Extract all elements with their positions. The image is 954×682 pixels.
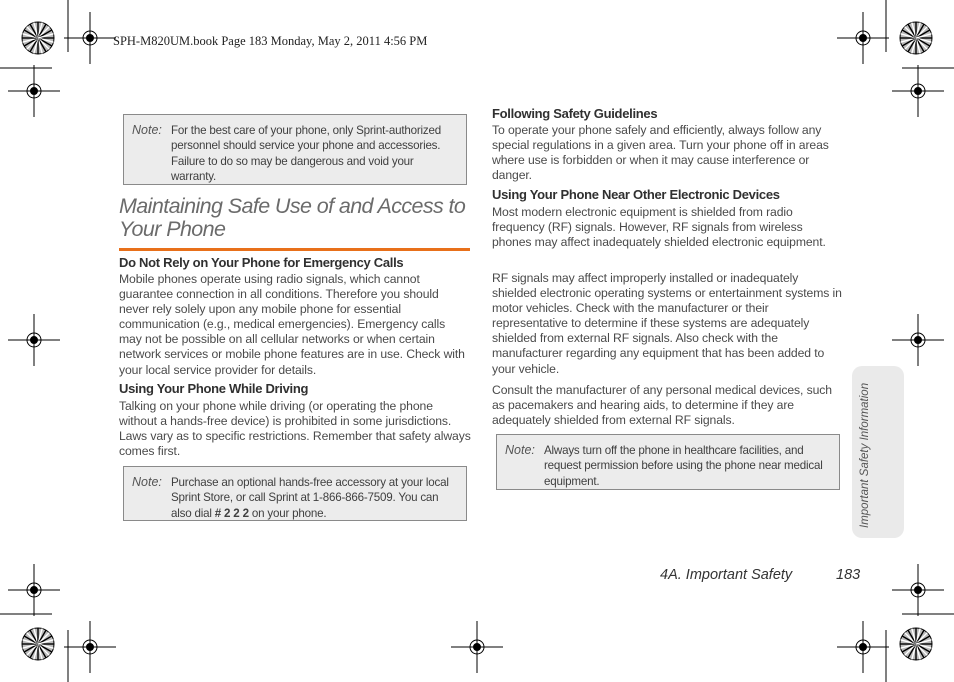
registration-mark bbox=[8, 314, 60, 366]
heading-electronic-devices: Using Your Phone Near Other Electronic Devices bbox=[492, 187, 780, 202]
note-label: Note: bbox=[132, 475, 162, 489]
paragraph-electronic-devices-2: RF signals may affect improperly installed or inadequately shielded electronic operating systems or entertainment systems in motor vehicles. Check with the manufacturer or their representative to determine if these systems are adequately shielded from external RF signals. Also check with the manufacturer regarding any equipment that has been added to your vehicle. bbox=[492, 271, 842, 376]
title-underline bbox=[119, 248, 470, 251]
heading-emergency-calls: Do Not Rely on Your Phone for Emergency Calls bbox=[119, 255, 404, 270]
paragraph-safety-guidelines: To operate your phone safely and efficiently, always follow any special regulations in a given area. Turn your phone off in areas where use is forbidden or when it may cause interference or danger. bbox=[492, 123, 829, 183]
paragraph-electronic-devices-1: Most modern electronic equipment is shielded from radio frequency (RF) signals. However, RF signals from wireless phones may affect inadequately shielded electronic equipment. bbox=[492, 205, 826, 250]
star-target-mark bbox=[900, 628, 932, 660]
registration-mark bbox=[892, 564, 944, 616]
footer-section: 4A. Important Safety bbox=[660, 567, 793, 583]
note-text: For the best care of your phone, only Sprint-authorized personnel should service your phone and accessories. Failure to do so may be dangerous and void your warranty. bbox=[171, 124, 441, 183]
note-label: Note: bbox=[505, 443, 535, 457]
running-head: SPH-M820UM.book Page 183 Monday, May 2, 2011 4:56 PM bbox=[113, 34, 428, 48]
note-box-healthcare bbox=[496, 434, 840, 490]
heading-driving: Using Your Phone While Driving bbox=[119, 381, 309, 396]
registration-mark bbox=[892, 65, 944, 117]
heading-safety-guidelines: Following Safety Guidelines bbox=[492, 106, 658, 121]
registration-mark bbox=[451, 621, 503, 673]
registration-mark bbox=[8, 564, 60, 616]
registration-mark bbox=[64, 12, 116, 64]
note-box-service bbox=[123, 114, 467, 185]
dial-code: # 2 2 2 bbox=[214, 506, 249, 520]
registration-mark bbox=[837, 621, 889, 673]
star-target-mark bbox=[900, 22, 932, 54]
note-box-handsfree bbox=[123, 466, 467, 521]
registration-mark bbox=[892, 314, 944, 366]
registration-mark bbox=[64, 621, 116, 673]
registration-mark bbox=[8, 65, 60, 117]
page-number: 183 bbox=[836, 567, 861, 583]
note-label: Note: bbox=[132, 123, 162, 137]
star-target-mark bbox=[22, 628, 54, 660]
paragraph-electronic-devices-3: Consult the manufacturer of any personal medical devices, such as pacemakers and hearing aids, to determine if they are adequately shielded from external RF signals. bbox=[492, 383, 832, 428]
note-text: Purchase an optional hands-free accessory at your local Sprint Store, or call Sprint at 1-866-866-7509. You can also dial # 2 2 2 on your phone. bbox=[171, 476, 449, 520]
note-text: Always turn off the phone in healthcare facilities, and request permission before using the phone near medical equipment. bbox=[544, 444, 823, 488]
star-target-mark bbox=[22, 22, 54, 54]
registration-mark bbox=[837, 12, 889, 64]
side-tab-label: Important Safety Information bbox=[859, 382, 871, 528]
paragraph-driving: Talking on your phone while driving (or operating the phone without a hands-free device) is prohibited in some jurisdictions. Laws vary as to specific restrictions. Remember that safety always comes first. bbox=[119, 399, 471, 459]
paragraph-emergency-calls: Mobile phones operate using radio signals, which cannot guarantee connection in all conditions. Therefore you should never rely solely upon any mobile phone for essential communication (e.g., medical emergencies). Emergency calls may not be possible on all cellular networks or when certain network services or mobile phone features are in use. Check with your local service provider for details. bbox=[119, 272, 465, 377]
section-title: Maintaining Safe Use of and Access to Your Phone bbox=[119, 194, 466, 241]
